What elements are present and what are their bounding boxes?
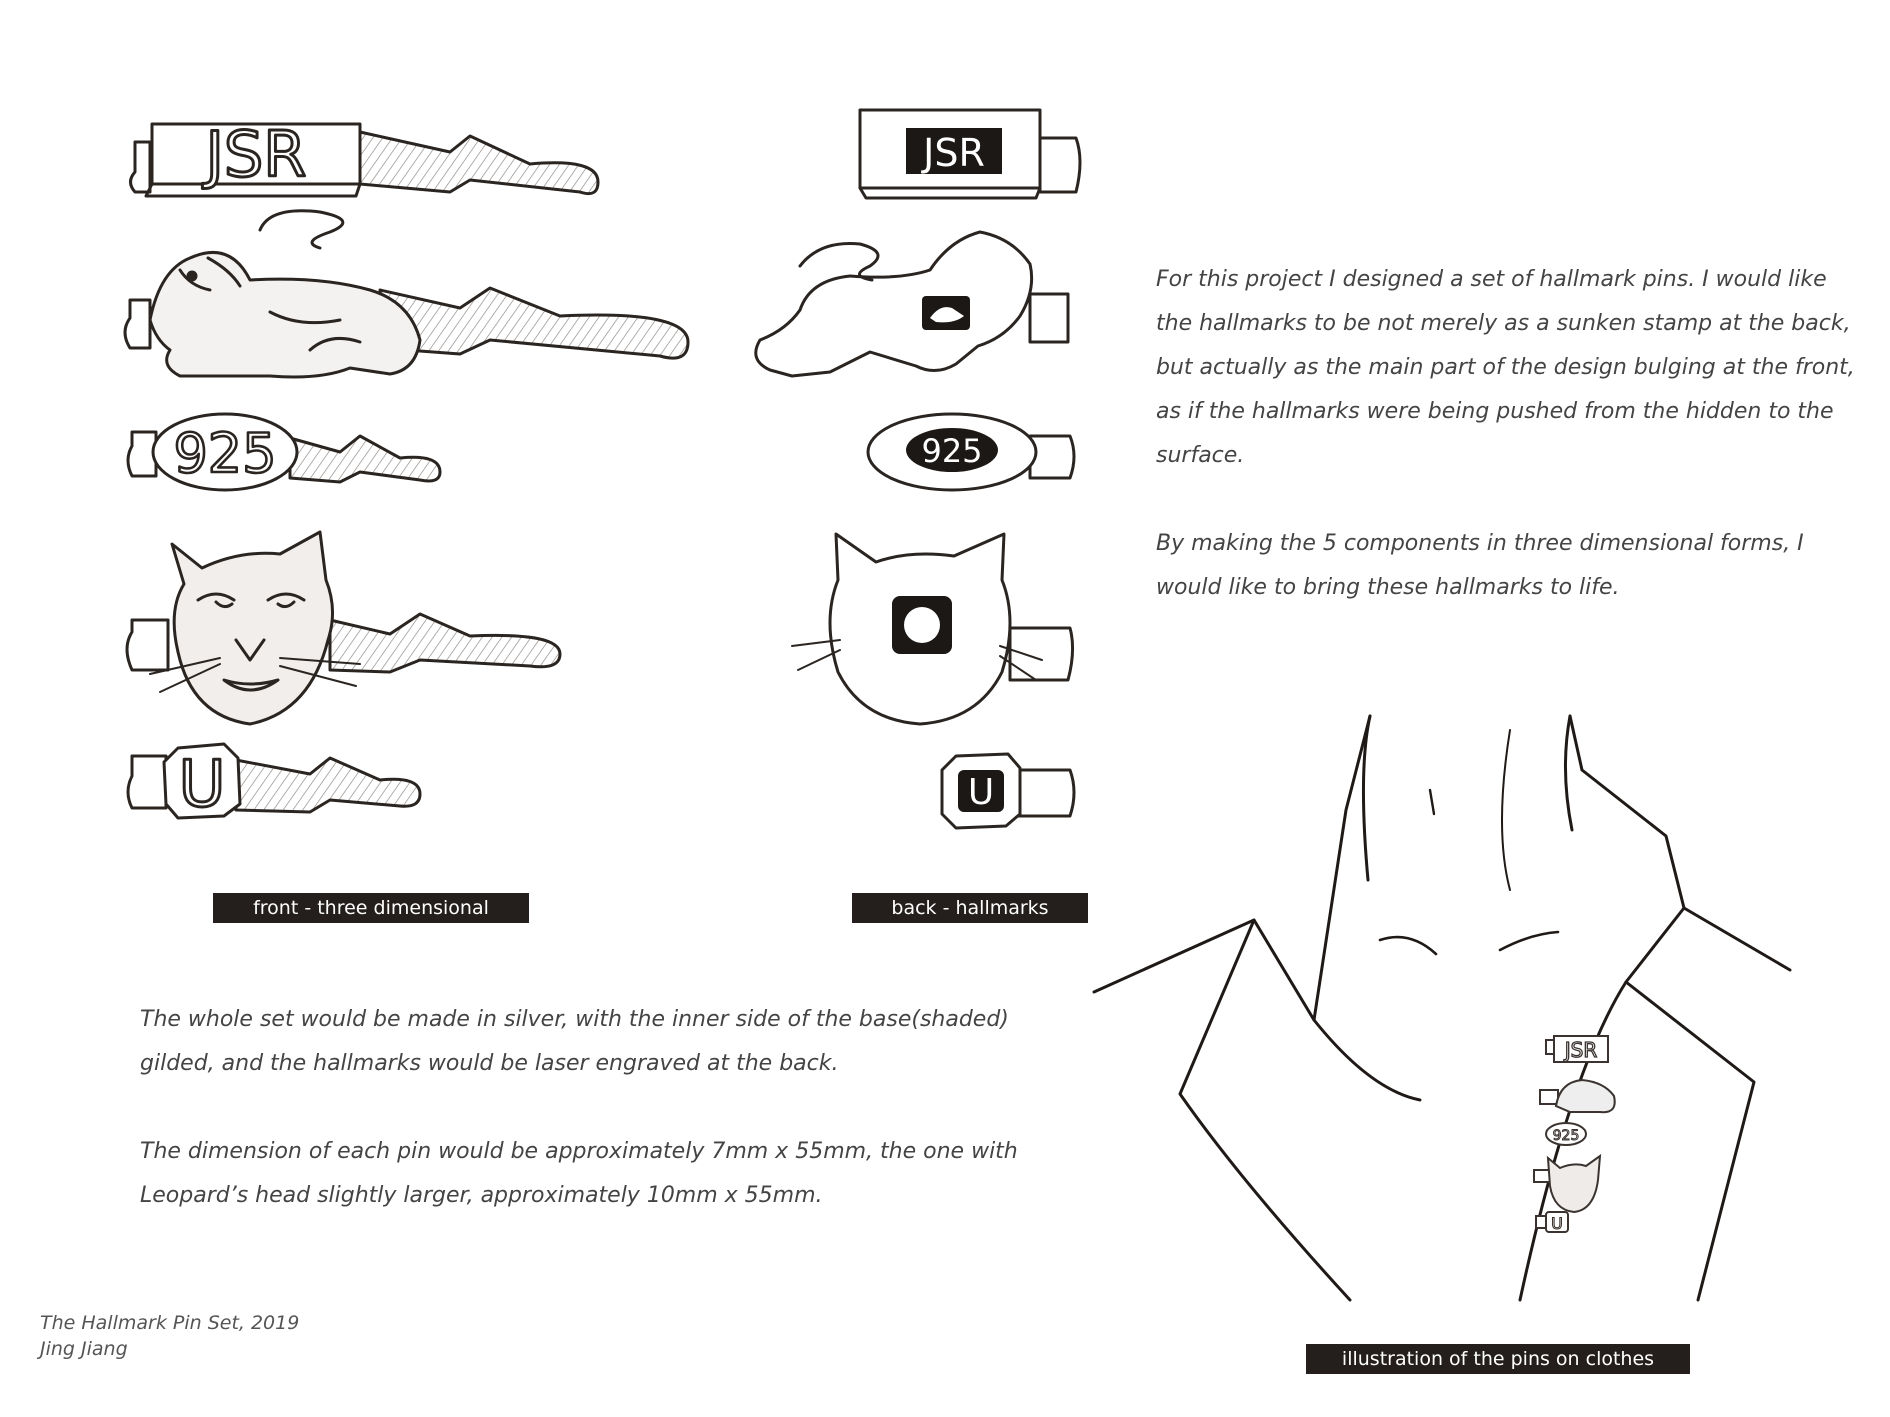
back-925-stamp: 925 [921,432,983,470]
mini-jsr-pin [1546,1036,1608,1062]
back-925-pin [868,414,1074,490]
front-jsr-pin [131,118,599,196]
mini-925-pin [1546,1123,1586,1145]
credit [40,1310,299,1362]
mini-u-stamp: U [1551,1214,1563,1233]
back-jsr-stamp: JSR [923,131,985,175]
back-leopard-pin [792,534,1073,724]
illustration-label: illustration of the pins on clothes [1306,1344,1690,1374]
front-u-pin [128,744,420,822]
back-pins-sketch [740,80,1100,860]
back-u-stamp: U [967,772,995,813]
mini-pins [1534,1036,1615,1233]
mini-lion-pin [1540,1080,1615,1112]
front-jsr-stamp: JSR [205,118,307,191]
back-jsr-pin [860,110,1080,198]
credit-author: Jing Jiang [40,1338,128,1360]
back-label: back - hallmarks [852,893,1088,923]
description-top-paragraph-2: By making the 5 components in three dimensional forms, I would like to bring these hallmarks to life. [1156,531,1804,600]
description-top-paragraph-1: For this project I designed a set of hallmark pins. I would like the hallmarks to be not merely as a sunken stamp at the back, but actually as the main part of the design bulging at the front, as if the hallmarks were being pushed from the hidden to the surface. [1156,267,1855,468]
back-lion-pin [756,232,1068,376]
mini-jsr-stamp: JSR [1564,1038,1598,1062]
description-bottom-paragraph-1: The whole set would be made in silver, with the inner side of the base(shaded) gilded, and the hallmarks would be laser engraved at the back. [140,1007,1009,1076]
description-top [1156,258,1856,610]
front-label: front - three dimensional [213,893,529,923]
front-pins-sketch [120,80,720,860]
credit-title: The Hallmark Pin Set, 2019 [40,1312,300,1334]
front-925-stamp: 925 [173,422,277,485]
mini-u-pin [1536,1212,1568,1233]
front-leopard-pin [127,532,560,724]
mini-925-stamp: 925 [1552,1128,1580,1144]
clothes-illustration [1090,710,1850,1310]
front-925-pin [128,414,440,490]
back-u-pin [942,754,1074,828]
description-bottom-paragraph-2: The dimension of each pin would be approximately 7mm x 55mm, the one with Leopard’s head slightly larger, approximately 10mm x 55mm. [140,1139,1018,1208]
front-u-stamp: U [178,748,226,822]
description-bottom [140,998,1040,1218]
front-lion-pin [125,211,688,377]
